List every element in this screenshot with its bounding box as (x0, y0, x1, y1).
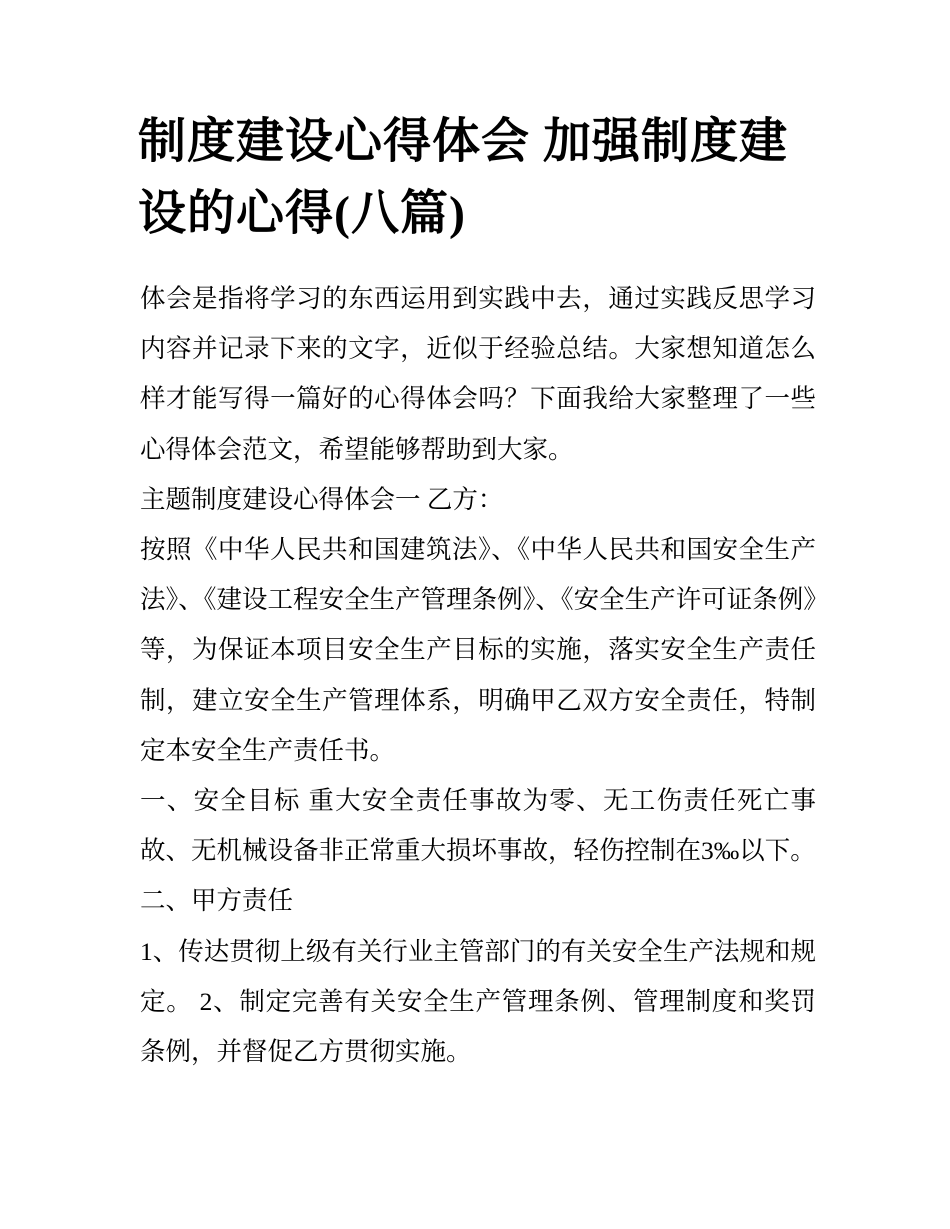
paragraph-intro: 体会是指将学习的东西运用到实践中去，通过实践反思学习内容并记录下来的文字，近似于经验总结。大家想知道怎么样才能写得一篇好的心得体会吗？下面我给大家整理了一些心得体会范文，希望能够帮助到大家。 (140, 284, 816, 464)
paragraph-theme-heading: 主题制度建设心得体会一 乙方： (140, 484, 504, 514)
paragraph-partya-heading: 二、甲方责任 (140, 886, 294, 916)
paragraph-regulations: 按照《中华人民共和国建筑法》、《中华人民共和国安全生产法》、《建设工程安全生产管理条例》、《安全生产许可证条例》等，为保证本项目安全生产目标的实施，落实安全生产责任制，建立安全生产管理体系，明确甲乙双方安全责任，特制定本安全生产责任书。 (140, 535, 816, 765)
document-body (140, 274, 816, 1077)
paragraph-partya-duties: 1、传达贯彻上级有关行业主管部门的有关安全生产法规和规定。 2、制定完善有关安全生产管理条例、管理制度和奖罚条例，并督促乙方贯彻实施。 (140, 936, 816, 1067)
paragraph-safety-goal: 一、安全目标 重大安全责任事故为零、无工伤责任死亡事故、无机械设备非正常重大损坏事故，轻伤控制在3‰以下。 (140, 786, 816, 866)
document-title: 制度建设心得体会 加强制度建设的心得(八篇) (138, 115, 789, 240)
